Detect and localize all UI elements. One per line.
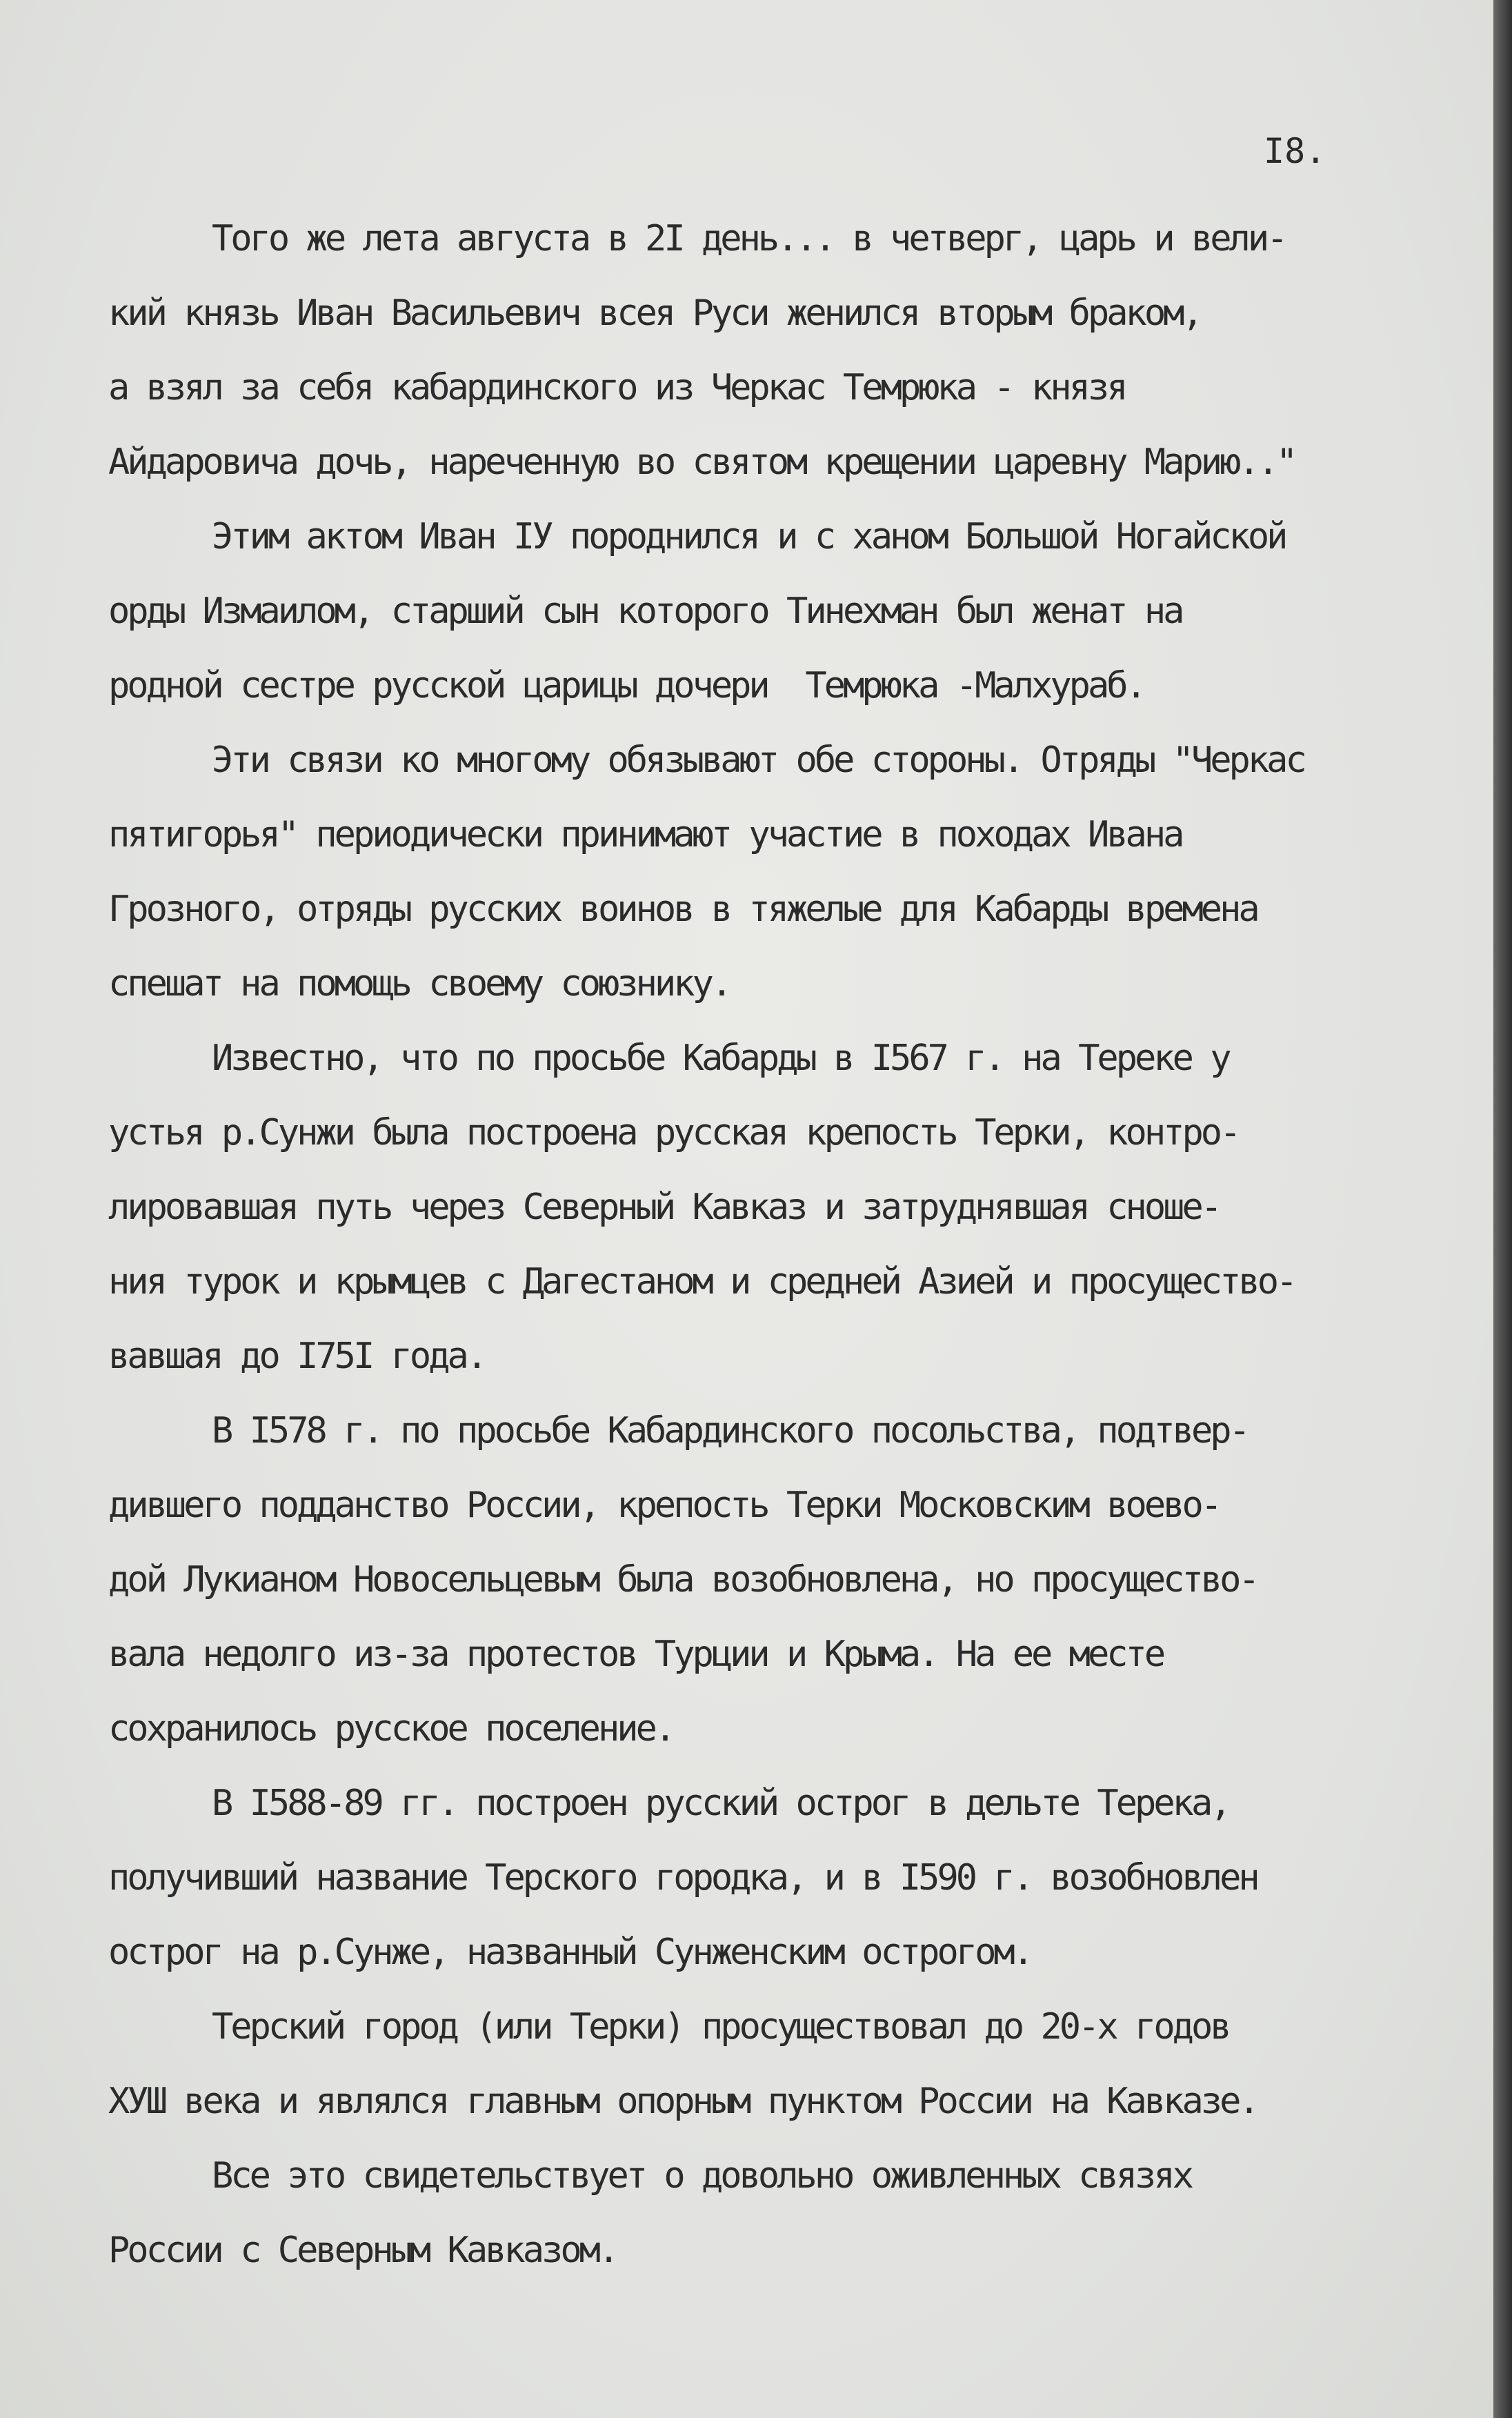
- text-line: Того же лета августа в 2I день... в четверг, царь и вели-: [212, 218, 1286, 259]
- text-line: сохранилось русское поселение.: [108, 1708, 674, 1750]
- text-line: пятигорья" периодически принимают участие в походах Ивана: [108, 814, 1182, 855]
- text-line: орды Измаилом, старший сын которого Тинехман был женат на: [108, 591, 1182, 632]
- text-line: вавшая до I75I года.: [108, 1336, 486, 1377]
- text-line: Грозного, отряды русских воинов в тяжелые для Кабарды времена: [108, 889, 1257, 930]
- text-line: дившего подданство России, крепость Терки Московским воево-: [108, 1485, 1220, 1526]
- text-line: Все это свидетельствует о довольно оживленных связях: [212, 2155, 1191, 2197]
- text-line: лировавшая путь через Северный Кавказ и затруднявшая сноше-: [108, 1187, 1220, 1228]
- text-line: Эти связи ко многому обязывают обе стороны. Отряды "Черкас: [212, 740, 1304, 781]
- scan-edge: [1493, 0, 1512, 2418]
- text-line: вала недолго из-за протестов Турции и Крыма. На ее месте: [108, 1634, 1164, 1675]
- text-line: Айдаровича дочь, нареченную во святом крещении царевну Марию..": [108, 442, 1295, 483]
- text-line: острог на р.Сунже, названный Сунженским острогом.: [108, 1932, 1032, 1973]
- document-body: [108, 201, 1460, 2288]
- text-line: дой Лукианом Новосельцевым была возобновлена, но просущество-: [108, 1559, 1257, 1601]
- text-line: Этим актом Иван IУ породнился и с ханом Большой Ногайской: [212, 516, 1286, 557]
- text-line: а взял за себя кабардинского из Черкас Темрюка - князя: [108, 367, 1126, 408]
- text-line: В I588-89 гг. построен русский острог в дельте Терека,: [212, 1783, 1229, 1824]
- text-line: родной сестре русской царицы дочери Темрюка -Малхураб.: [108, 665, 1144, 706]
- text-line: России с Северным Кавказом.: [108, 2230, 617, 2271]
- text-line: Известно, что по просьбе Кабарды в I567 г. на Тереке у: [212, 1038, 1229, 1079]
- text-line: Терский город (или Терки) просуществовал до 20-х годов: [212, 2006, 1229, 2048]
- text-line: получивший название Терского городка, и в I590 г. возобновлен: [108, 1857, 1257, 1899]
- text-line: В I578 г. по просьбе Кабардинского посольства, подтвер-: [212, 1410, 1248, 1451]
- text-line: ХУШ века и являлся главным опорным пунктом России на Кавказе.: [108, 2081, 1257, 2122]
- page-number: I8.: [1264, 131, 1326, 171]
- text-line: устья р.Сунжи была построена русская крепость Терки, контро-: [108, 1112, 1239, 1153]
- text-line: кий князь Иван Васильевич всея Руси женился вторым браком,: [108, 293, 1201, 334]
- text-line: спешат на помощь своему союзнику.: [108, 963, 730, 1004]
- text-line: ния турок и крымцев с Дагестаном и средней Азией и просущество-: [108, 1261, 1295, 1302]
